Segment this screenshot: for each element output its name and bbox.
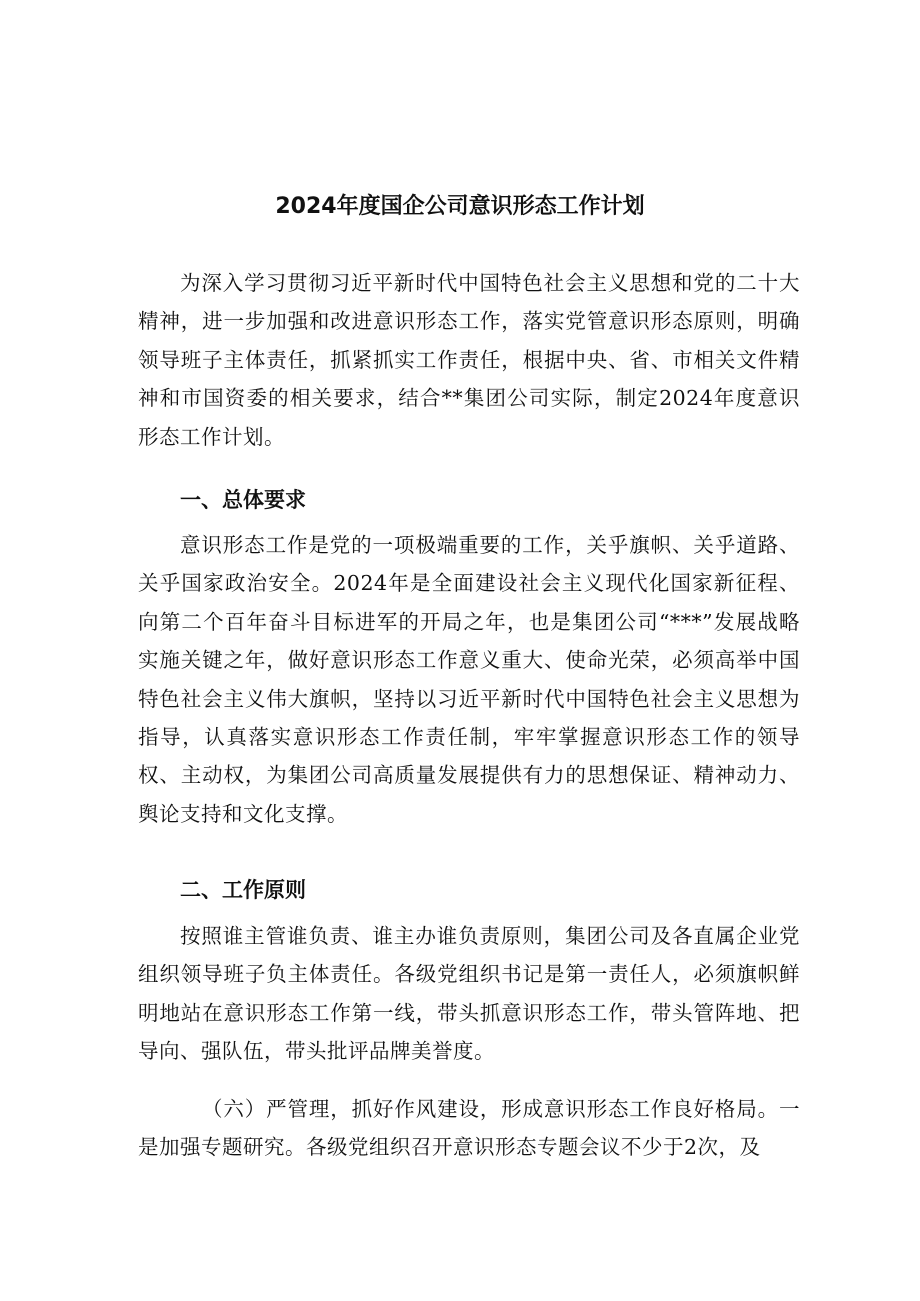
section-body-work-principles: 按照谁主管谁负责、谁主办谁负责原则，集团公司及各直属企业党组织领导班子负主体责任。各级党组织书记是第一责任人，必须旗帜鲜明地站在意识形态工作第一线，带头抓意识形态工作，带头管阵地、把导向、强队伍，带头批评品牌美誉度。 <box>138 924 800 1064</box>
section-heading-work-principles: 二、工作原则 <box>180 878 306 902</box>
tail-paragraph: （六）严管理，抓好作风建设，形成意识形态工作良好格局。一是加强专题研究。各级党组织召开意识形态专题会议不少于2次，及 <box>138 1097 800 1160</box>
section-body-general-requirements: 意识形态工作是党的一项极端重要的工作，关乎旗帜、关乎道路、关乎国家政治安全。2024年是全面建设社会主义现代化国家新征程、向第二个百年奋斗目标进军的开局之年，也是集团公司“***”发展战略实施关键之年，做好意识形态工作意义重大、使命光荣，必须高举中国特色社会主义伟大旗帜，坚持以习近平新时代中国特色社会主义思想为指导，认真落实意识形态工作责任制，牢牢掌握意识形态工作的领导权、主动权，为集团公司高质量发展提供有力的思想保证、精神动力、舆论支持和文化支撑。 <box>138 533 800 826</box>
document-title: 2024年度国企公司意识形态工作计划 <box>275 193 645 219</box>
intro-paragraph: 为深入学习贯彻习近平新时代中国特色社会主义思想和党的二十大精神，进一步加强和改进意识形态工作，落实党管意识形态原则，明确领导班子主体责任，抓紧抓实工作责任，根据中央、省、市相关文件精神和市国资委的相关要求，结合**集团公司实际，制定2024年度意识形态工作计划。 <box>138 271 800 449</box>
section-heading-general-requirements: 一、总体要求 <box>180 488 306 512</box>
